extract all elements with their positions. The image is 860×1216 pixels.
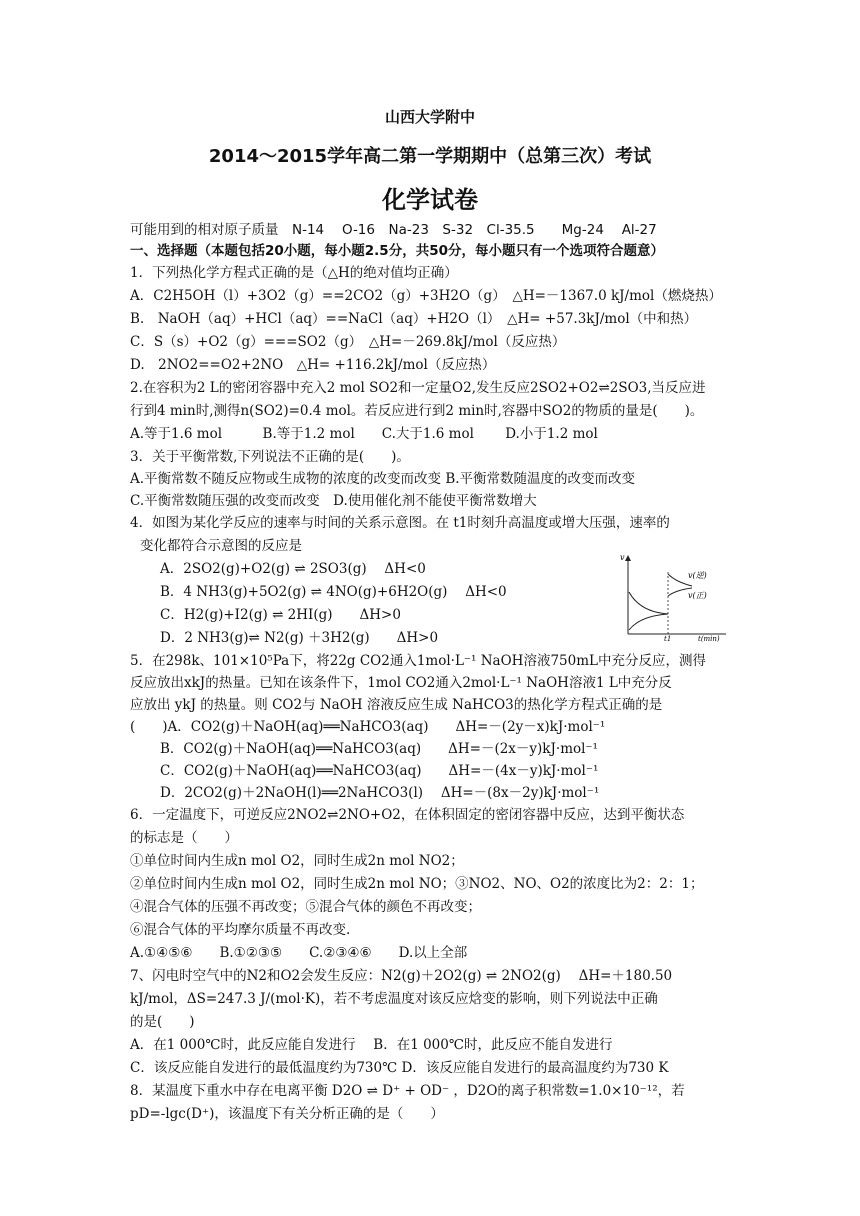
q5-option-d: D．2CO2(g)＋2NaOH(l)══2NaHCO3(l) ΔH=－(8x－2y)kJ·mol⁻¹ — [160, 785, 600, 801]
q1-option-c: C．S（s）+O2（g）===SO2（g） △H=－269.8kJ/mol（反应热） — [130, 334, 566, 350]
curve-forward-before — [629, 592, 668, 614]
question-5-line3: 应放出 ykJ 的热量。则 CO2与 NaOH 溶液反应生成 NaHCO3的热化学方程式正确的是 — [130, 697, 663, 713]
label-v-reverse: v(逆) — [688, 571, 707, 580]
y-axis-arrow — [625, 555, 631, 561]
q3-options-cd: C.平衡常数随压强的改变而改变 D.使用催化剂不能使平衡常数增大 — [130, 493, 537, 509]
question-4-line1: 4．如图为某化学反应的速率与时间的关系示意图。在 t1时刻升高温度或增大压强，速率的 — [130, 515, 670, 531]
q6-item-1: ①单位时间内生成n mol O2，同时生成2n mol NO2； — [130, 853, 464, 869]
section-heading: 一、选择题（本题包括20小题，每小题2.5分，共50分，每小题只有一个选项符合题意） — [130, 243, 664, 259]
atomic-mass-line: 可能用到的相对原子质量 N-14 O-16 Na-23 S-32 Cl-35.5 Mg-24 Al-27 — [130, 222, 657, 238]
exam-title: 2014～2015学年高二第一学期期中（总第三次）考试 — [208, 146, 652, 167]
label-v-forward: v(正) — [688, 591, 707, 600]
q5-option-b: B．CO2(g)＋NaOH(aq)══NaHCO3(aq) ΔH=－(2x－y)kJ·mol⁻¹ — [160, 741, 598, 757]
q7-options-cd: C．该反应能自发进行的最低温度约为730℃ D．该反应能自发进行的最高温度约为730 K — [130, 1060, 669, 1076]
question-8-line1: 8．某温度下重水中存在电离平衡 D2O ⇌ D⁺ + OD⁻ ，D2O的离子积常数=1.0×10⁻¹²，若 — [130, 1083, 685, 1099]
question-2-line2: 行到4 min时,测得n(SO2)=0.4 mol。若反应进行到2 min时,容器中SO2的物质的量是( )。 — [130, 403, 704, 419]
y-axis-label: v — [620, 553, 625, 562]
q7-options-ab: A．在1 000℃时，此反应能自发进行 B．在1 000℃时，此反应不能自发进行 — [130, 1037, 613, 1053]
subject-title: 化学试卷 — [382, 186, 478, 214]
question-5-line2: 反应放出xkJ的热量。已知在该条件下，1mol CO2通入2mol·L⁻¹ NaOH溶液1 L中充分反 — [130, 675, 672, 691]
q4-option-d: D．2 NH3(g)⇌ N2(g) ＋3H2(g) ΔH>0 — [160, 630, 439, 646]
q6-item-2-3: ②单位时间内生成n mol O2，同时生成2n mol NO；③NO2、NO、O2的浓度比为2：2：1； — [130, 876, 704, 892]
q4-option-a: A．2SO2(g)+O2(g) ⇌ 2SO3(g) ΔH<0 — [160, 561, 426, 577]
curve-reverse-before — [629, 614, 668, 630]
q4-option-c: C．H2(g)+I2(g) ⇌ 2HI(g) ΔH>0 — [160, 607, 401, 623]
question-1: 1．下列热化学方程式正确的是（△H的绝对值均正确） — [130, 265, 458, 281]
x-axis-label: t(min) — [698, 635, 720, 642]
q3-options-ab: A.平衡常数不随反应物或生成物的浓度的改变而改变 B.平衡常数随温度的改变而改变 — [130, 471, 636, 487]
q5-option-a: ( )A．CO2(g)＋NaOH(aq)══NaHCO3(aq) ΔH=－(2y－x)kJ·mol⁻¹ — [130, 719, 606, 735]
q6-options: A.①④⑤⑥ B.①②③⑤ C.②③④⑥ D.以上全部 — [130, 945, 468, 961]
rate-time-graph — [620, 552, 730, 642]
question-7-line2: kJ/mol，ΔS=247.3 J/(mol·K)，若不考虑温度对该反应焓变的影响，则下列说法中正确 — [130, 991, 658, 1007]
q5-option-c: C．CO2(g)＋NaOH(aq)══NaHCO3(aq) ΔH=－(4x－y)kJ·mol⁻¹ — [160, 763, 599, 779]
question-3: 3．关于平衡常数,下列说法不正确的是( )。 — [130, 449, 410, 465]
q6-item-6: ⑥混合气体的平均摩尔质量不再改变. — [130, 922, 351, 938]
question-2-line1: 2.在容积为2 L的密闭容器中充入2 mol SO2和一定量O2,发生反应2SO2+O2⇌2SO3,当反应进 — [130, 380, 706, 396]
question-5-line1: 5．在298k、101×10⁵Pa下，将22g CO2通入1mol·L⁻¹ NaOH溶液750mL中充分反应，测得 — [130, 653, 706, 669]
question-7-line1: 7、闪电时空气中的N2和O2会发生反应：N2(g)＋2O2(g) ⇌ 2NO2(g) ΔH=＋180.50 — [130, 968, 673, 984]
q6-item-4-5: ④混合气体的压强不再改变；⑤混合气体的颜色不再改变； — [130, 899, 481, 915]
school-name: 山西大学附中 — [384, 108, 475, 126]
question-7-line3: 的是( ) — [130, 1014, 195, 1030]
question-8-line2: pD=-lgc(D⁺)，该温度下有关分析正确的是（ ） — [130, 1106, 444, 1122]
t1-label: t1 — [664, 635, 672, 642]
q1-option-a: A．C2H5OH（l）+3O2（g）==2CO2（g）+3H2O（g） △H=－1367.0 kJ/mol（燃烧热） — [130, 288, 722, 304]
q4-option-b: B．4 NH3(g)+5O2(g) ⇌ 4NO(g)+6H2O(g) ΔH<0 — [160, 584, 507, 600]
q2-options: A.等于1.6 mol B.等于1.2 mol C.大于1.6 mol D.小于1.2 mol — [130, 426, 598, 442]
question-4-line2: 变化都符合示意图的反应是 — [140, 538, 302, 554]
question-6-line2: 的标志是（ ） — [130, 830, 238, 846]
q1-option-b: B. NaOH（aq）+HCl（aq）==NaCl（aq）+H2O（l） △H= +57.3kJ/mol（中和热） — [130, 311, 698, 327]
question-6-line1: 6．一定温度下，可逆反应2NO2⇌2NO+O2，在体积固定的密闭容器中反应，达到平衡状态 — [130, 807, 685, 823]
q1-option-d: D. 2NO2==O2+2NO △H= +116.2kJ/mol（反应热） — [130, 357, 496, 373]
